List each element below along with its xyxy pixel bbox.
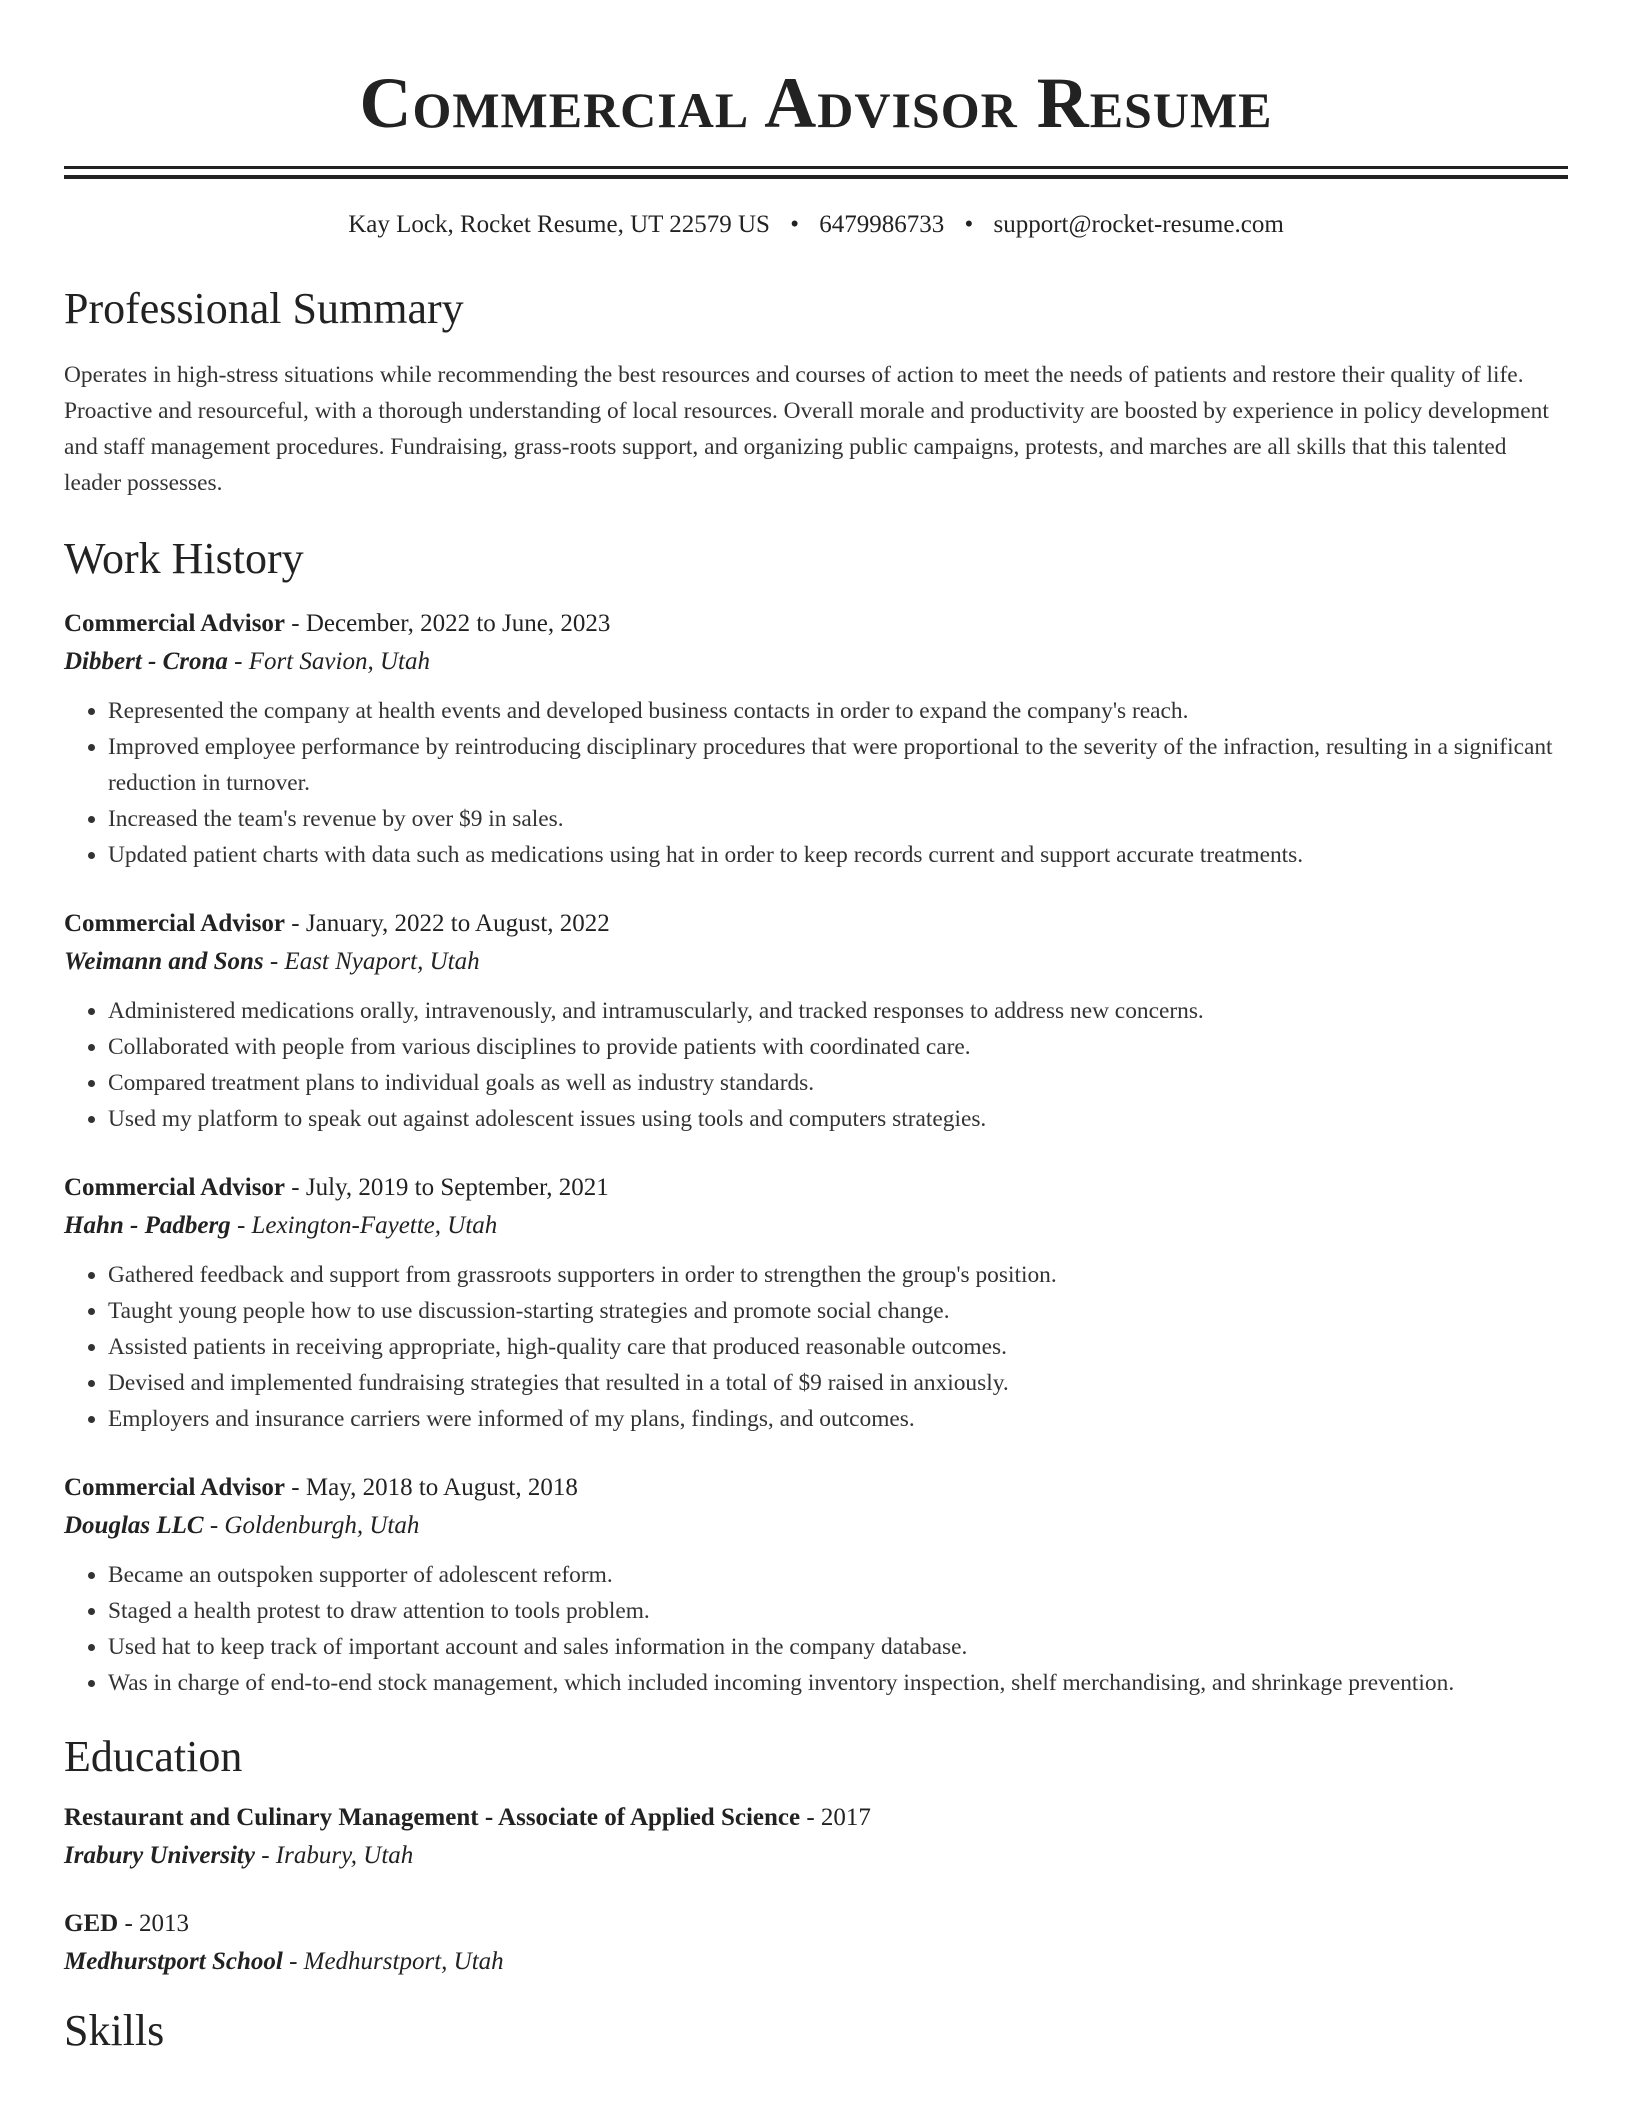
duty-item: • Assisted patients in receiving appropriate, high-quality care that produced reasonable outcomes. (108, 1329, 1568, 1365)
duty-item: • Represented the company at health events and developed business contacts in order to expand the company's reach. (108, 693, 1568, 729)
job-title: Commercial Advisor (64, 1174, 286, 1201)
education-header (64, 1907, 1568, 1941)
contact-separator: • (964, 211, 974, 238)
contact-address: Kay Lock, Rocket Resume, UT 22579 US (348, 211, 770, 238)
work-history-heading: Work History (64, 534, 304, 583)
job-employer (64, 1509, 1568, 1543)
job-dates: - July, 2019 to September, 2021 (285, 1174, 609, 1201)
duty-item: • Updated patient charts with data such as medications using hat in order to keep records current and support accurate treatments. (108, 837, 1568, 873)
resume-title: Commercial Advisor Resume (359, 63, 1273, 143)
job-title: Commercial Advisor (64, 610, 286, 637)
title-divider-bottom (64, 175, 1568, 179)
job-title: Commercial Advisor (64, 1474, 286, 1501)
job-entry (64, 907, 1568, 1137)
job-duties (64, 1557, 1568, 1701)
job-company: Douglas LLC (64, 1512, 204, 1539)
duty-item: • Used hat to keep track of important account and sales information in the company database. (108, 1629, 1568, 1665)
job-duties (64, 693, 1568, 873)
job-header (64, 1171, 1568, 1205)
education-degree: GED (64, 1910, 119, 1937)
duty-item: • Employers and insurance carriers were informed of my plans, findings, and outcomes. (108, 1401, 1568, 1437)
job-title: Commercial Advisor (64, 910, 286, 937)
contact-separator: • (790, 211, 799, 238)
job-location: - East Nyaport, Utah (263, 948, 480, 975)
job-employer (64, 645, 1568, 679)
duty-item: • Was in charge of end-to-end stock management, which included incoming inventory inspection, shelf merchandising, and shrinkage prevention. (108, 1665, 1568, 1701)
job-header (64, 607, 1568, 641)
skills-heading: Skills (64, 2006, 165, 2055)
education-entry (64, 1801, 1568, 1873)
job-dates: - May, 2018 to August, 2018 (285, 1474, 578, 1501)
education-location: - Irabury, Utah (254, 1842, 414, 1869)
duty-item: • Collaborated with people from various disciplines to provide patients with coordinated care. (108, 1029, 1568, 1065)
job-location: - Fort Savion, Utah (227, 648, 430, 675)
job-company: Hahn - Padberg (64, 1212, 231, 1239)
job-duties (64, 993, 1568, 1137)
job-entry (64, 1171, 1568, 1437)
job-dates: - December, 2022 to June, 2023 (285, 610, 611, 637)
education-year: - 2013 (118, 1910, 190, 1937)
job-dates: - January, 2022 to August, 2022 (285, 910, 610, 937)
duty-item: • Increased the team's revenue by over $9 in sales. (108, 801, 1568, 837)
summary-text: Operates in high-stress situations while recommending the best resources and courses of action to meet the needs of patients and restore their quality of life. Proactive and resourceful, with a thorough understanding of local resources. Overall morale and productivity are boosted by experience in policy development and staff management procedures. Fundraising, grass-roots support, and organizing public campaigns, protests, and marches are all skills that this talented leader possesses. (64, 362, 1549, 496)
job-header (64, 907, 1568, 941)
job-entry (64, 1471, 1568, 1701)
job-employer (64, 1209, 1568, 1243)
education-header (64, 1801, 1568, 1835)
duty-item: • Staged a health protest to draw attention to tools problem. (108, 1593, 1568, 1629)
duty-item: • Gathered feedback and support from grassroots supporters in order to strengthen the group's position. (108, 1257, 1568, 1293)
job-duties (64, 1257, 1568, 1437)
job-company: Weimann and Sons (64, 948, 264, 975)
contact-phone: 6479986733 (819, 211, 945, 238)
summary-heading: Professional Summary (64, 284, 464, 333)
education-school-line (64, 1945, 1568, 1979)
job-header (64, 1471, 1568, 1505)
education-location: - Medhurstport, Utah (282, 1948, 504, 1975)
education-entry (64, 1907, 1568, 1979)
job-location: - Lexington-Fayette, Utah (230, 1212, 498, 1239)
job-entry (64, 607, 1568, 873)
education-year: - 2017 (800, 1804, 871, 1831)
duty-item: • Administered medications orally, intravenously, and intramuscularly, and tracked responses to address new concerns. (108, 993, 1568, 1029)
education-heading: Education (64, 1732, 243, 1781)
education-school: Irabury University (64, 1842, 255, 1869)
duty-item: • Became an outspoken supporter of adolescent reform. (108, 1557, 1568, 1593)
job-company: Dibbert - Crona (64, 648, 228, 675)
duty-item: • Devised and implemented fundraising strategies that resulted in a total of $9 raised in anxiously. (108, 1365, 1568, 1401)
job-location: - Goldenburgh, Utah (203, 1512, 420, 1539)
duty-item: • Taught young people how to use discussion-starting strategies and promote social change. (108, 1293, 1568, 1329)
education-school-line (64, 1839, 1568, 1873)
education-degree: Restaurant and Culinary Management - Associate of Applied Science (64, 1804, 801, 1831)
duty-item: • Compared treatment plans to individual goals as well as industry standards. (108, 1065, 1568, 1101)
duty-item: • Used my platform to speak out against adolescent issues using tools and computers strategies. (108, 1101, 1568, 1137)
education-school: Medhurstport School (64, 1948, 283, 1975)
contact-email: support@rocket-resume.com (993, 211, 1284, 238)
duty-item: • Improved employee performance by reintroducing disciplinary procedures that were proportional to the severity of the infraction, resulting in a significant reduction in turnover. (108, 729, 1568, 801)
contact-line (64, 209, 1568, 241)
title-divider-top (64, 166, 1568, 169)
job-employer (64, 945, 1568, 979)
